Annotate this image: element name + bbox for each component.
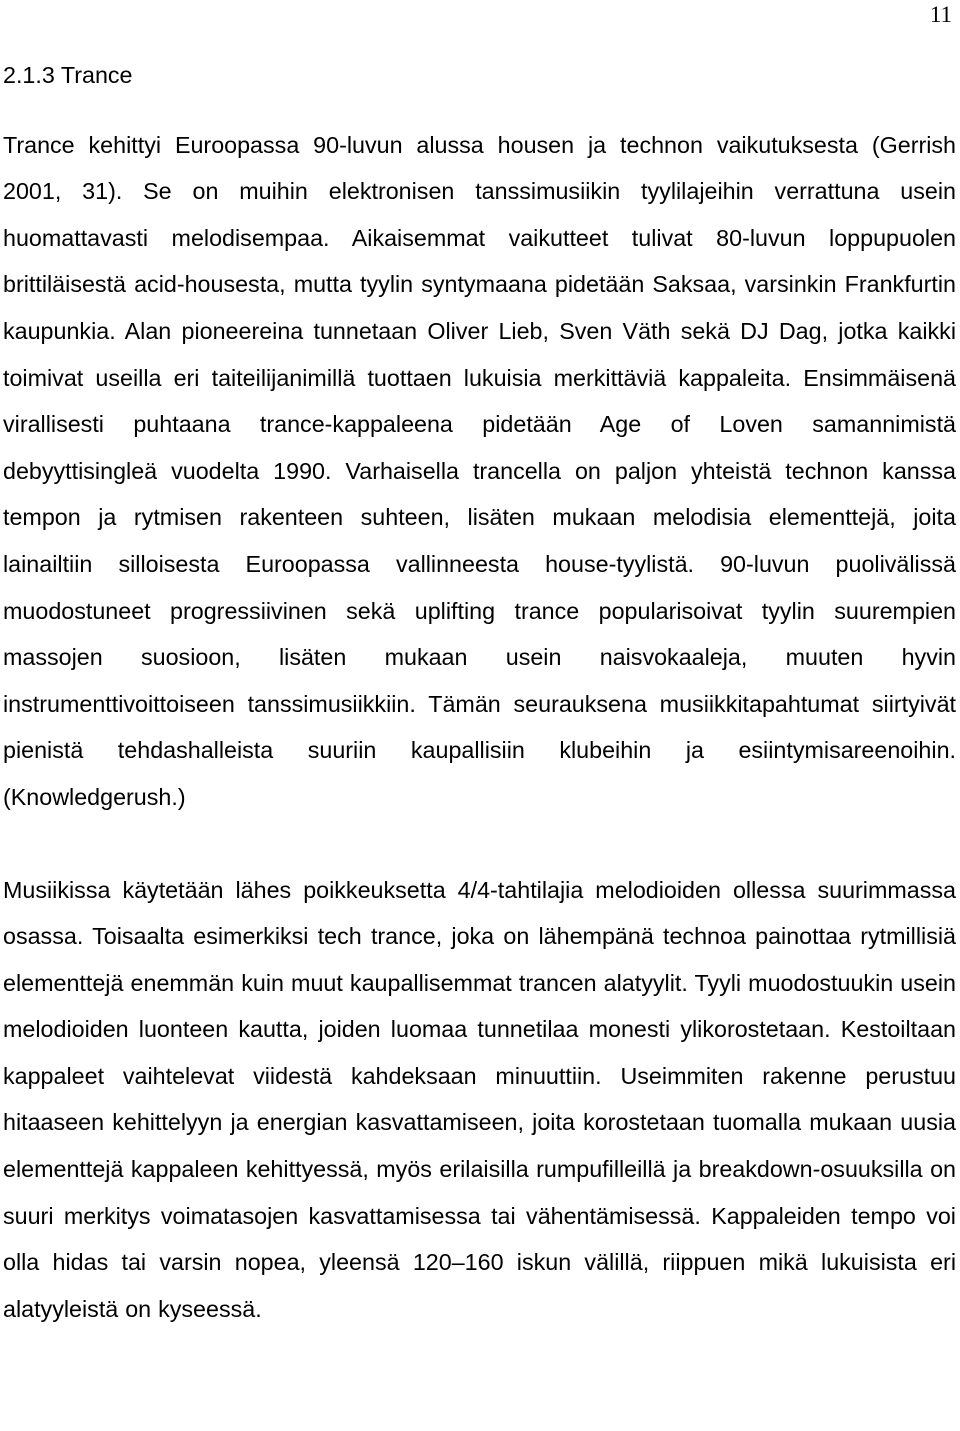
document-body: [3, 52, 956, 1332]
section-heading: 2.1.3 Trance: [3, 62, 133, 88]
paragraph-history: Trance kehittyi Euroopassa 90-luvun alussa housen ja technon vaikutuksesta (Gerrish 2001, 31). Se on muihin elektronisen tanssimusiikin tyylilajeihin verrattuna usein huomattavasti melodisempaa. Aikaisemmat vaikutteet tulivat 80-luvun loppupuolen brittiläisestä acid-housesta, mutta tyylin syntymaana pidetään Saksaa, varsinkin Frankfurtin kaupunkia. Alan pioneereina tunnetaan Oliver Lieb, Sven Väth sekä DJ Dag, jotka kaikki toimivat useilla eri taiteilijanimillä tuottaen lukuisia merkittäviä kappaleita. Ensimmäisenä virallisesti puhtaana trance-kappaleena pidetään Age of Loven samannimistä debyyttisingleä vuodelta 1990. Varhaisella trancella on paljon yhteistä technon kanssa tempon ja rytmisen rakenteen suhteen, lisäten mukaan melodisia elementtejä, joita lainailtiin silloisesta Euroopassa vallinneesta house-tyylistä. 90-luvun puolivälissä muodostuneet progressiivinen sekä uplifting trance popularisoivat tyylin suurempien massojen suosioon, lisäten mukaan usein naisvokaaleja, muuten hyvin instrumenttivoittoiseen tanssimusiikkiin. Tämän seurauksena musiikkitapahtumat siirtyivät pienistä tehdashalleista suuriin kaupallisiin klubeihin ja esiintymisareenoihin. (Knowledgerush.): [3, 131, 956, 810]
page-number: 11: [929, 2, 952, 27]
paragraph-characteristics: Musiikissa käytetään lähes poikkeuksetta 4/4-tahtilajia melodioiden ollessa suurimmassa osassa. Toisaalta esimerkiksi tech trance, joka on lähempänä technoa painottaa rytmillisiä elementtejä enemmän kuin muut kaupallisemmat trancen alatyylit. Tyyli muodostuukin usein melodioiden luonteen kautta, joiden luomaa tunnetilaa monesti ylikorostetaan. Kestoiltaan kappaleet vaihtelevat viidestä kahdeksaan minuuttiin. Useimmiten rakenne perustuu hitaaseen kehittelyyn ja energian kasvattamiseen, joita korostetaan tuomalla mukaan uusia elementtejä kappaleen kehittyessä, myös erilaisilla rumpufilleillä ja breakdown-osuuksilla on suuri merkitys voimatasojen kasvattamisessa tai vähentämisessä. Kappaleiden tempo voi olla hidas tai varsin nopea, yleensä 120–160 iskun välillä, riippuen mikä lukuisista eri alatyyleistä on kyseessä.: [3, 876, 956, 1322]
